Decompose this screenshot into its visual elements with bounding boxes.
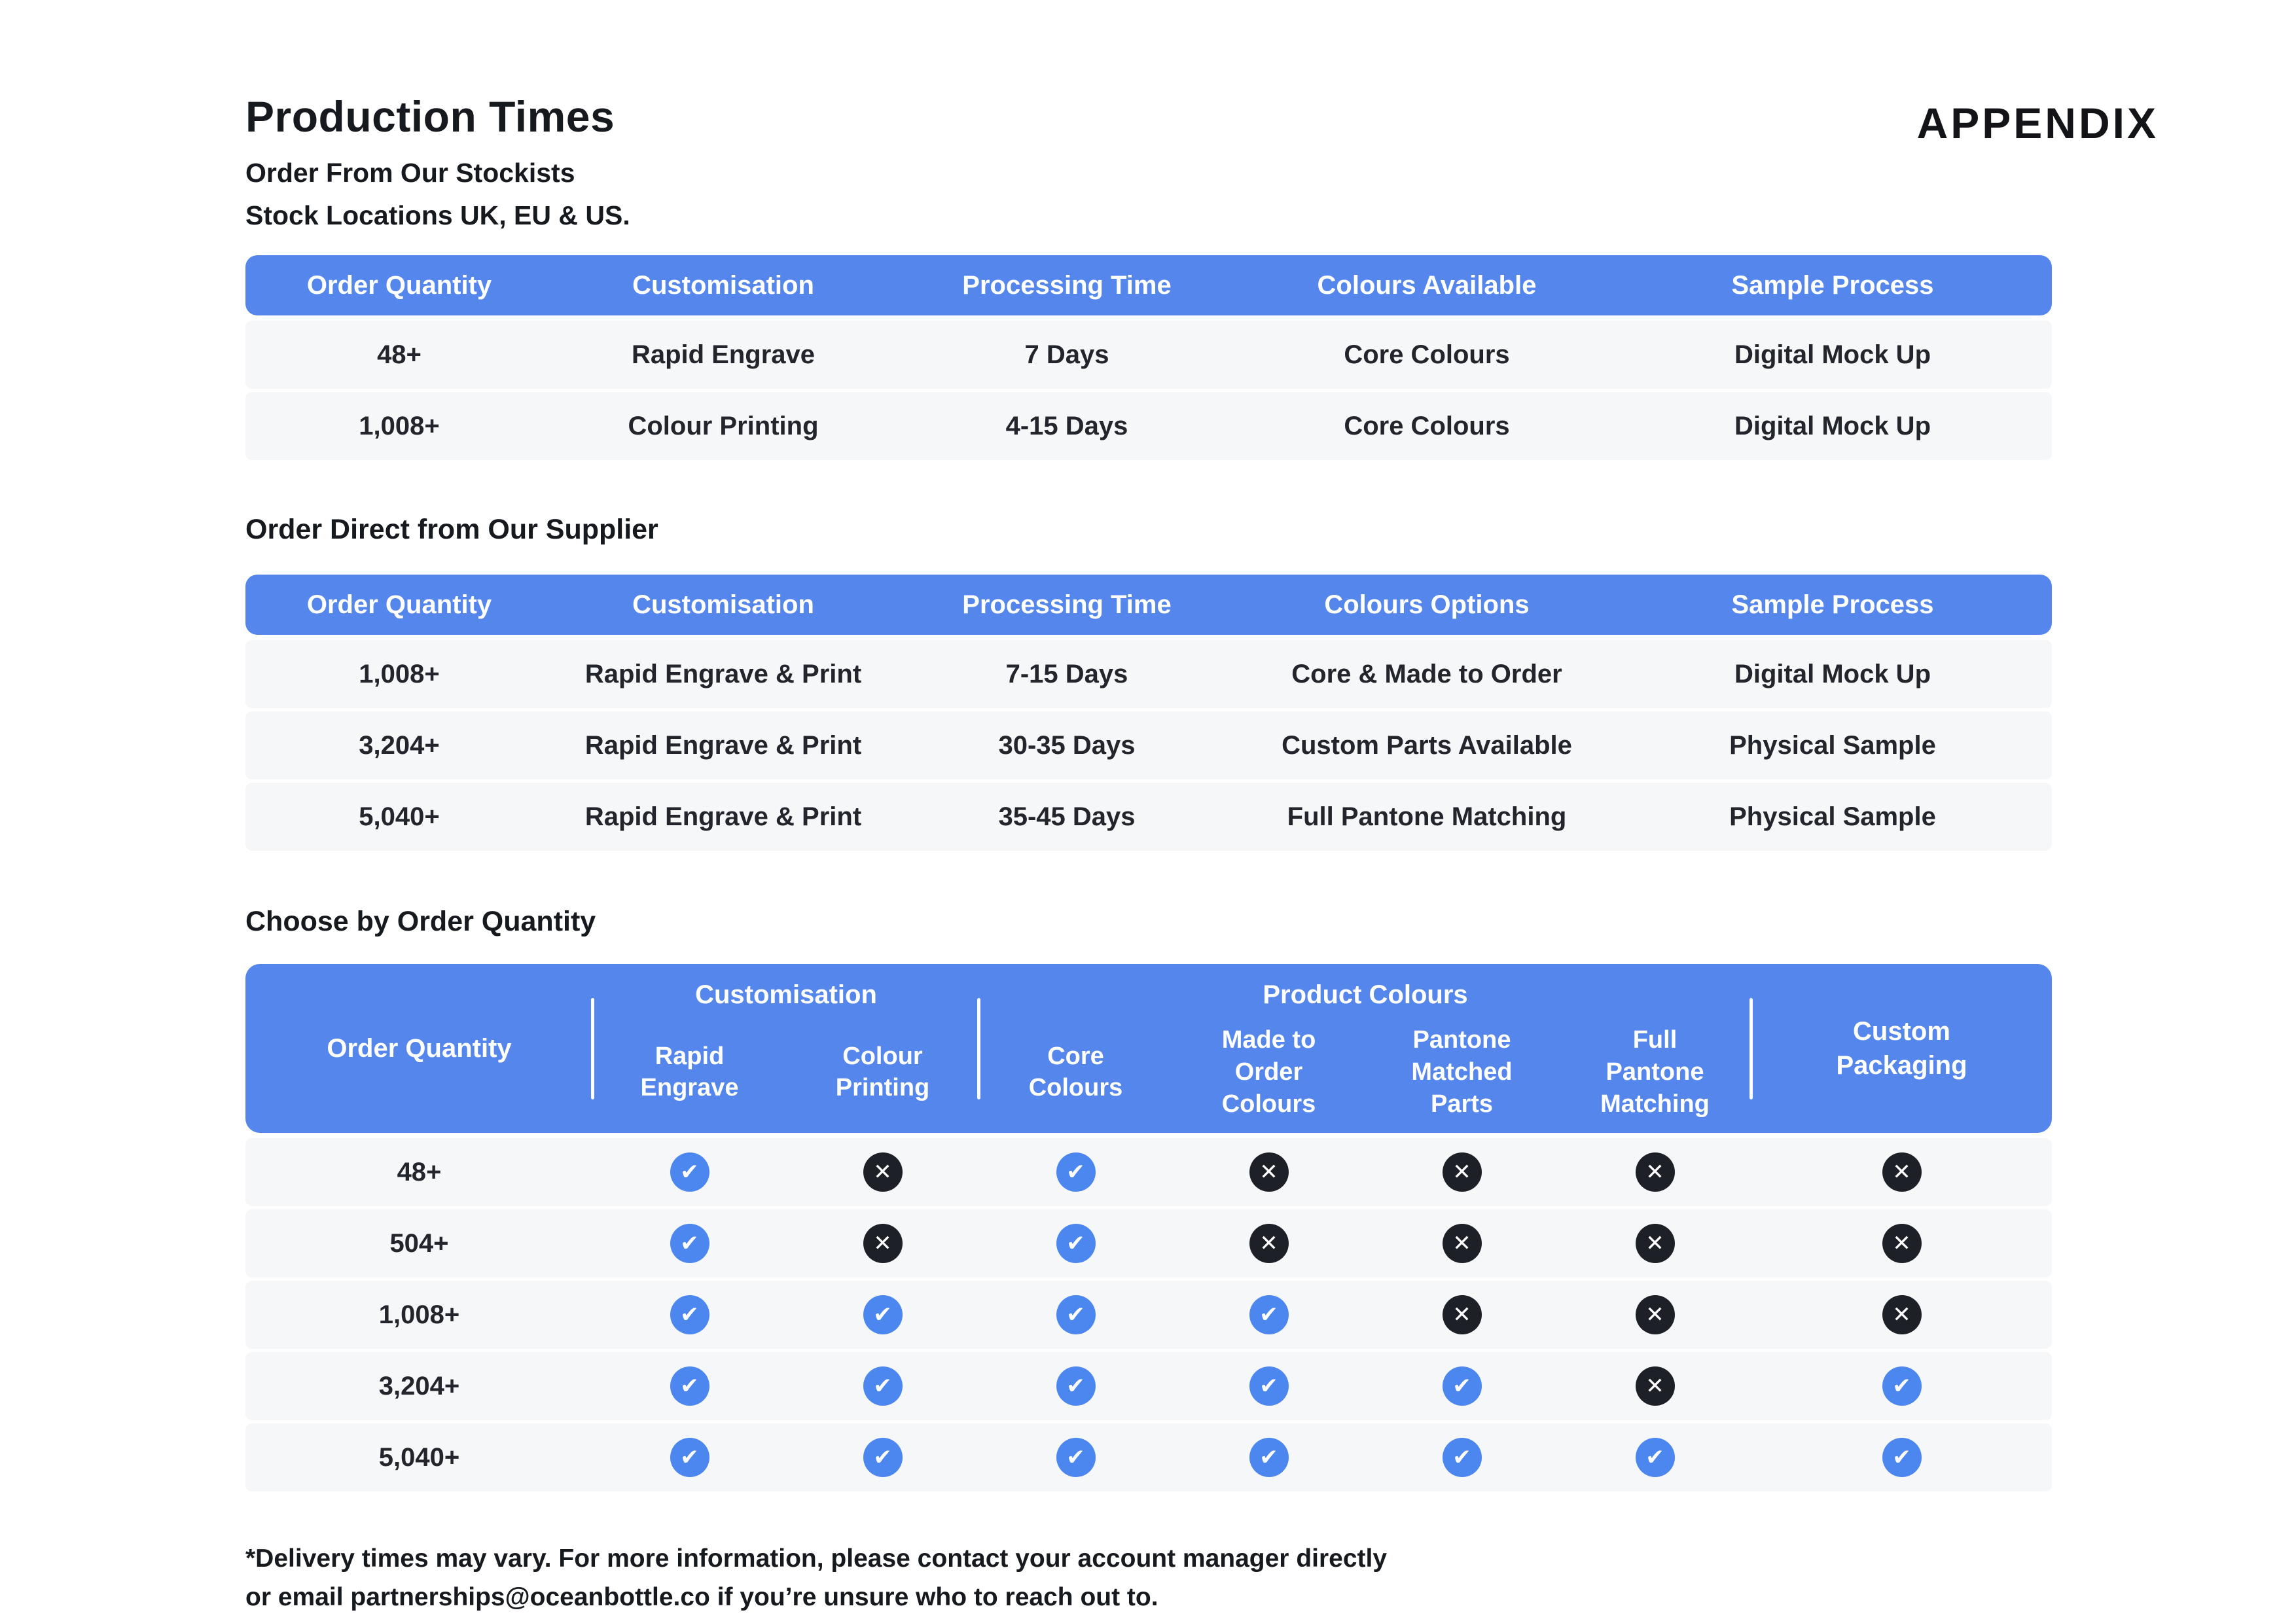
flag-cell [593,1366,786,1406]
table-row [245,321,2052,389]
flag-cell [786,1366,979,1406]
table-cell: 5,040+ [359,802,440,831]
header-cell-order-quantity: Order Quantity [306,590,492,619]
quantity-cell: 48+ [397,1157,442,1186]
check-icon: ✔ [670,1152,709,1192]
stockists-table-header [245,255,2052,315]
table-cell: 30-35 Days [998,730,1136,760]
header-cell-processing-time: Processing Time [962,590,1172,619]
flag-cell [1751,1366,2052,1406]
flag-cell [786,1152,979,1192]
check-icon: ✔ [1056,1366,1096,1406]
table-row [245,1281,2052,1349]
appendix-label: APPENDIX [1916,99,2159,147]
header-cell-colour-printing: Colour Printing [835,1042,930,1102]
table-row [245,1209,2052,1277]
matrix-table-body [245,1138,2052,1491]
cross-icon: ✕ [1882,1295,1922,1334]
table-cell: Rapid Engrave & Print [584,659,862,688]
table-row [245,1352,2052,1420]
flag-cell [786,1224,979,1263]
quantity-cell: 504+ [389,1228,449,1258]
header-divider [977,998,980,1099]
footnote-line1: *Delivery times may vary. For more information, please contact your account manager directly [245,1544,1388,1573]
table-cell: 35-45 Days [998,802,1136,831]
footnote-line2: or email partnerships@oceanbottle.co if you’re unsure who to reach out to. [245,1582,1158,1611]
header-cell-rapid-engrave: Rapid Engrave [640,1042,739,1102]
header-cell-colours-options: Colours Options [1324,590,1530,619]
table-cell: Physical Sample [1729,730,1936,760]
check-icon: ✔ [1882,1366,1922,1406]
table-cell: Core Colours [1344,411,1510,440]
table-cell: 4-15 Days [1005,411,1128,440]
group-header-customisation: Customisation [695,980,877,1009]
section1-heading-line2: Stock Locations UK, EU & US. [245,200,630,231]
cross-icon: ✕ [1443,1152,1482,1192]
check-icon: ✔ [670,1366,709,1406]
header-cell-customisation: Customisation [632,590,814,619]
header-divider [1749,998,1753,1099]
table-cell: 48+ [377,340,422,369]
flag-cell [979,1295,1172,1334]
header-cell-order-quantity: Order Quantity [327,1033,512,1063]
check-icon: ✔ [863,1295,903,1334]
flag-cell [1558,1438,1751,1477]
cross-icon: ✕ [1249,1152,1289,1192]
check-icon: ✔ [1249,1366,1289,1406]
flag-cell [1172,1366,1365,1406]
cross-icon: ✕ [1882,1224,1922,1263]
quantity-cell: 1,008+ [378,1300,460,1329]
flag-cell [1558,1295,1751,1334]
table-cell: Colour Printing [628,411,819,440]
footnote [245,1540,1554,1616]
check-icon: ✔ [670,1295,709,1334]
header-cell-order-quantity: Order Quantity [306,270,492,300]
cross-icon: ✕ [1636,1224,1675,1263]
header-cell-customisation: Customisation [632,270,814,300]
flag-cell [1365,1366,1558,1406]
page-title: Production Times [245,92,615,141]
check-icon: ✔ [863,1438,903,1477]
cross-icon: ✕ [1636,1295,1675,1334]
table-row [245,640,2052,708]
flag-cell [1365,1438,1558,1477]
table-cell: Core & Made to Order [1291,659,1562,688]
quantity-cell: 3,204+ [378,1371,460,1400]
table-row [245,1138,2052,1206]
table-cell: Physical Sample [1729,802,1936,831]
content [245,92,2052,1616]
flag-cell [593,1224,786,1263]
cross-icon: ✕ [1882,1152,1922,1192]
flag-cell [1751,1438,2052,1477]
table-cell: 7-15 Days [1005,659,1128,688]
check-icon: ✔ [1249,1438,1289,1477]
flag-cell [1365,1152,1558,1192]
matrix-table-header [245,964,2052,1133]
section1-heading-line1: Order From Our Stockists [245,158,575,188]
quantity-cell: 5,040+ [378,1442,460,1472]
header-cell-made-to-order-colours: Made to Order Colours [1221,1026,1316,1118]
header-cell-core-colours: Core Colours [1028,1042,1123,1102]
check-icon: ✔ [1882,1438,1922,1477]
check-icon: ✔ [1056,1152,1096,1192]
table-cell: Core Colours [1344,340,1510,369]
cross-icon: ✕ [1443,1224,1482,1263]
supplier-table-header [245,575,2052,635]
check-icon: ✔ [670,1224,709,1263]
check-icon: ✔ [1056,1224,1096,1263]
check-icon: ✔ [1249,1295,1289,1334]
stockists-table-body [245,321,2052,460]
table-cell: Rapid Engrave & Print [584,730,862,760]
check-icon: ✔ [670,1438,709,1477]
header-cell-pantone-matched-parts: Pantone Matched Parts [1411,1026,1513,1118]
table-cell: 7 Days [1024,340,1109,369]
table-cell: Digital Mock Up [1734,340,1931,369]
flag-cell [1558,1152,1751,1192]
flag-cell [979,1152,1172,1192]
flag-cell [593,1152,786,1192]
flag-cell [593,1438,786,1477]
cross-icon: ✕ [1249,1224,1289,1263]
header-divider [591,998,594,1099]
flag-cell [1365,1224,1558,1263]
flag-cell [1172,1152,1365,1192]
cross-icon: ✕ [1636,1366,1675,1406]
header-cell-sample-process: Sample Process [1731,590,1934,619]
flag-cell [786,1438,979,1477]
table-cell: Rapid Engrave & Print [584,802,862,831]
flag-cell [979,1366,1172,1406]
check-icon: ✔ [1636,1438,1675,1477]
header-cell-colours-available: Colours Available [1317,270,1537,300]
table-cell: Full Pantone Matching [1287,802,1567,831]
flag-cell [1172,1295,1365,1334]
table-row [245,1423,2052,1491]
table-row [245,783,2052,851]
flag-cell [1558,1224,1751,1263]
flag-cell [1172,1438,1365,1477]
table-cell: Custom Parts Available [1282,730,1572,760]
header-cell-sample-process: Sample Process [1731,270,1934,300]
cross-icon: ✕ [863,1152,903,1192]
header-cell-custom-packaging [1751,964,2052,1133]
cross-icon: ✕ [1443,1295,1482,1334]
supplier-table-body [245,640,2052,851]
table-cell: 1,008+ [359,411,440,440]
cross-icon: ✕ [863,1224,903,1263]
flag-cell [593,1295,786,1334]
cross-icon: ✕ [1636,1152,1675,1192]
header-cell-custom-packaging-label: Custom Packaging [1836,1017,1967,1080]
table-cell: Rapid Engrave [631,340,816,369]
flag-cell [1751,1152,2052,1192]
check-icon: ✔ [1443,1366,1482,1406]
flag-cell [1751,1295,2052,1334]
flag-cell [786,1295,979,1334]
flag-cell [1751,1224,2052,1263]
table-row [245,711,2052,779]
check-icon: ✔ [1443,1438,1482,1477]
flag-cell [979,1438,1172,1477]
table-cell: Digital Mock Up [1734,411,1931,440]
flag-cell [979,1224,1172,1263]
flag-cell [1172,1224,1365,1263]
check-icon: ✔ [863,1366,903,1406]
table-cell: 3,204+ [359,730,440,760]
section2-heading: Order Direct from Our Supplier [245,514,658,546]
check-icon: ✔ [1056,1295,1096,1334]
header-cell-full-pantone-matching: Full Pantone Matching [1600,1026,1710,1118]
section3-heading: Choose by Order Quantity [245,906,596,938]
flag-cell [1365,1295,1558,1334]
table-cell: Digital Mock Up [1734,659,1931,688]
flag-cell [1558,1366,1751,1406]
check-icon: ✔ [1056,1438,1096,1477]
table-row [245,392,2052,460]
header-cell-processing-time: Processing Time [962,270,1172,300]
group-header-product-colours: Product Colours [1263,980,1468,1009]
table-cell: 1,008+ [359,659,440,688]
